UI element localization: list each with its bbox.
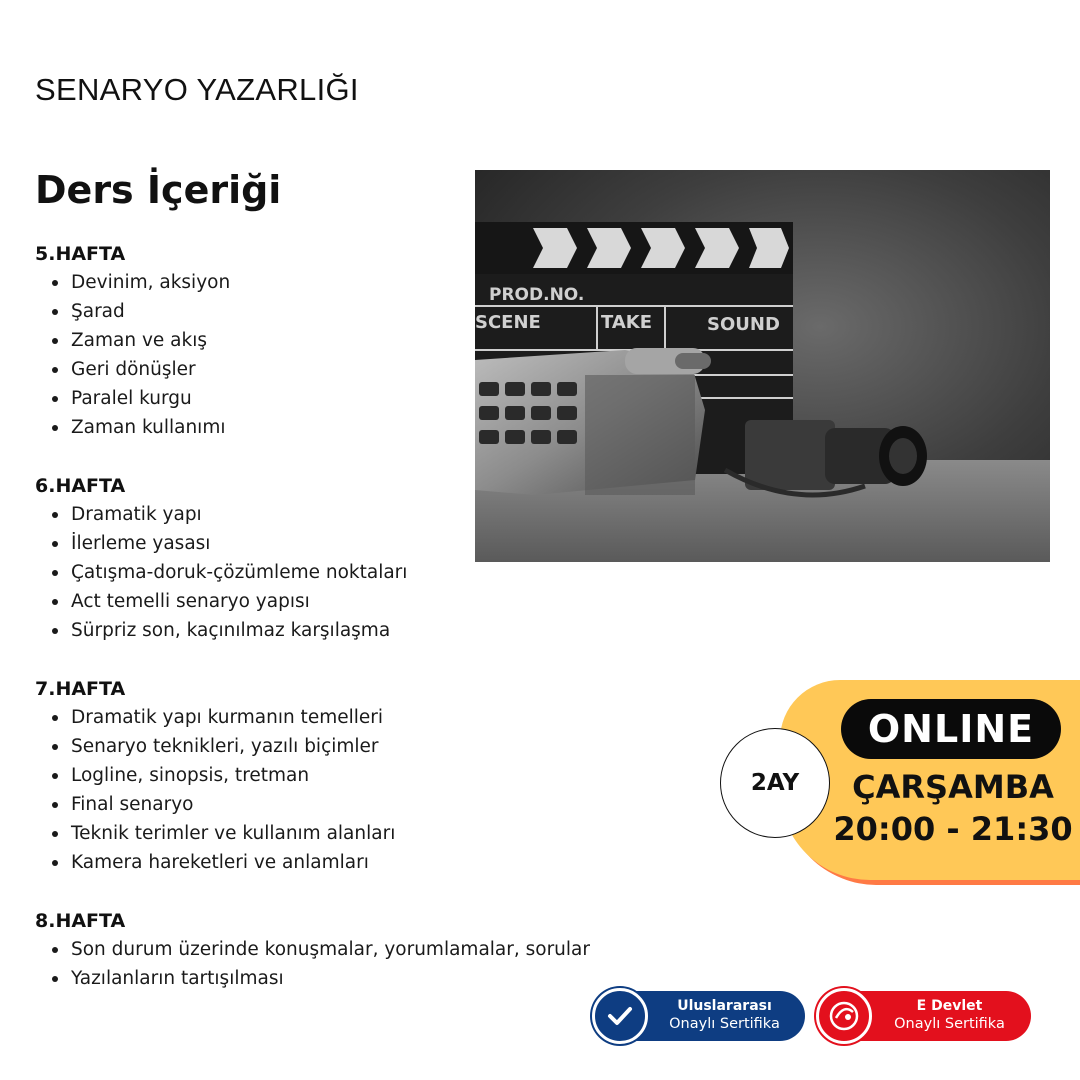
bullet-icon	[52, 831, 58, 837]
clapper-label: SOUND	[707, 314, 780, 335]
section-heading: Ders İçeriği	[35, 168, 282, 212]
bullet-icon	[52, 309, 58, 315]
bullet-icon	[52, 570, 58, 576]
week-title: 7.HAFTA	[35, 678, 126, 700]
list-item	[35, 761, 635, 790]
topic-label: Çatışma-doruk-çözümleme noktaları	[71, 562, 408, 583]
course-title: SENARYO YAZARLIĞI	[35, 72, 359, 107]
topic-label: Logline, sinopsis, tretman	[71, 765, 310, 786]
topic-label: Zaman ve akış	[71, 330, 208, 351]
week-block-7	[35, 675, 635, 877]
list-item	[35, 935, 635, 964]
list-item	[35, 587, 635, 616]
bullet-icon	[52, 280, 58, 286]
bullet-icon	[52, 860, 58, 866]
list-item	[35, 964, 635, 993]
certificate-subtitle: Onaylı Sertifika	[894, 1016, 1005, 1032]
bullet-icon	[52, 947, 58, 953]
bullet-icon	[52, 367, 58, 373]
certificate-title: E Devlet	[916, 998, 983, 1014]
bullet-icon	[52, 541, 58, 547]
duration-badge	[720, 728, 830, 838]
bullet-icon	[52, 425, 58, 431]
certificate-subtitle: Onaylı Sertifika	[669, 1016, 780, 1032]
list-item	[35, 790, 635, 819]
bullet-icon	[52, 338, 58, 344]
e-devlet-certificate-badge	[816, 991, 1031, 1041]
bullet-icon	[52, 628, 58, 634]
clapper-label: PROD.NO.	[489, 285, 585, 305]
course-photo	[475, 170, 1050, 562]
checkmark-icon	[592, 988, 648, 1044]
clapper-label: SCENE	[475, 312, 541, 333]
clapper-label: TAKE	[601, 312, 653, 333]
topic-label: Geri dönüşler	[71, 359, 196, 380]
topic-label: Teknik terimler ve kullanım alanları	[71, 823, 396, 844]
week-title: 6.HAFTA	[35, 475, 126, 497]
topic-label: Act temelli senaryo yapısı	[71, 591, 310, 612]
certificate-title: Uluslararası	[677, 998, 772, 1014]
topic-list	[35, 703, 635, 877]
bullet-icon	[52, 512, 58, 518]
week-title: 8.HAFTA	[35, 910, 126, 932]
topic-label: Şarad	[71, 301, 125, 322]
list-item	[35, 819, 635, 848]
topic-label: Dramatik yapı kurmanın temelleri	[71, 707, 384, 728]
week-title: 5.HAFTA	[35, 243, 126, 265]
topic-label: Yazılanların tartışılması	[71, 968, 284, 989]
topic-label: Senaryo teknikleri, yazılı biçimler	[71, 736, 379, 757]
topic-label: Zaman kullanımı	[71, 417, 226, 438]
topic-label: Paralel kurgu	[71, 388, 192, 409]
typewriter-icon	[475, 348, 711, 495]
list-item	[35, 558, 635, 587]
bullet-icon	[52, 396, 58, 402]
certificate-text	[652, 997, 797, 1034]
e-devlet-logo-icon	[816, 988, 872, 1044]
bullet-icon	[52, 976, 58, 982]
topic-label: Devinim, aksiyon	[71, 272, 231, 293]
topic-label: Final senaryo	[71, 794, 194, 815]
bullet-icon	[52, 802, 58, 808]
camera-icon	[725, 420, 927, 495]
bullet-icon	[52, 744, 58, 750]
certificate-text	[876, 997, 1023, 1034]
topic-label: Son durum üzerinde konuşmalar, yorumlamalar, sorular	[71, 939, 590, 960]
bullet-icon	[52, 599, 58, 605]
topic-label: Sürpriz son, kaçınılmaz karşılaşma	[71, 620, 391, 641]
bullet-icon	[52, 715, 58, 721]
schedule-time: 20:00 - 21:30	[833, 810, 1073, 848]
international-certificate-badge	[592, 991, 805, 1041]
online-badge	[841, 699, 1061, 759]
list-item	[35, 703, 635, 732]
topic-label: Kamera hareketleri ve anlamları	[71, 852, 369, 873]
bullet-icon	[52, 773, 58, 779]
list-item	[35, 732, 635, 761]
topic-list	[35, 935, 635, 993]
schedule-day: ÇARŞAMBA	[852, 768, 1054, 806]
topic-label: İlerleme yasası	[71, 533, 211, 554]
online-label: ONLINE	[867, 707, 1035, 751]
list-item	[35, 616, 635, 645]
list-item	[35, 848, 635, 877]
topic-label: Dramatik yapı	[71, 504, 202, 525]
duration-label: 2AY	[750, 770, 800, 796]
week-block-8	[35, 907, 635, 993]
